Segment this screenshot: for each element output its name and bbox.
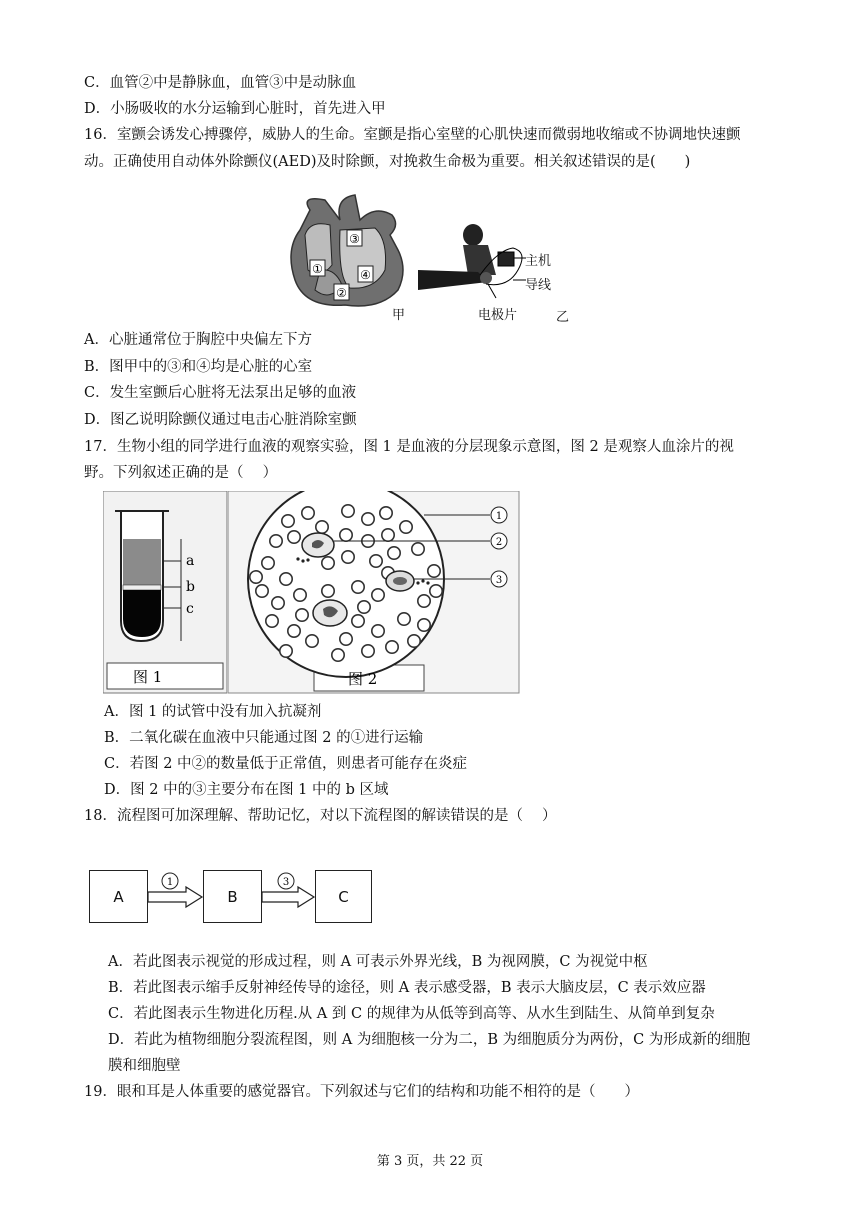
blood-smear-figure — [228, 491, 520, 694]
red-blood-cell — [340, 633, 352, 645]
red-blood-cell — [270, 535, 282, 547]
red-blood-cell — [302, 507, 314, 519]
red-blood-cell — [382, 529, 394, 541]
heart-label-1: ① — [312, 262, 323, 276]
q17-option-c: C．若图 2 中②的数量低于正常值，则患者可能存在炎症 — [104, 756, 468, 772]
q16-option-a: A．心脏通常位于胸腔中央偏左下方 — [84, 332, 312, 348]
aed-wire-label: 导线 — [525, 278, 552, 293]
red-blood-cell — [352, 615, 364, 627]
blood-layer-figure — [103, 491, 228, 694]
smear-label-3: 3 — [495, 575, 503, 586]
red-blood-cell — [316, 521, 328, 533]
q17-stem-line1: 17．生物小组的同学进行血液的观察实验，图 1 是血液的分层现象示意图，图 2 是观察人血涂片的视 — [84, 439, 734, 455]
red-blood-cell — [280, 645, 292, 657]
heart-label-3: ③ — [349, 232, 360, 246]
q18-option-b: B．若此图表示缩手反射神经传导的途径，则 A 表示感受器，B 表示大脑皮层，C 表示效应器 — [108, 980, 706, 996]
red-blood-cell — [430, 585, 442, 597]
q16-option-b: B．图甲中的③和④均是心脏的心室 — [84, 359, 313, 375]
red-blood-cell — [340, 529, 352, 541]
red-blood-cell — [332, 649, 344, 661]
q15-option-c: C．血管②中是静脉血，血管③中是动脉血 — [84, 75, 357, 91]
heart-diagram — [280, 190, 420, 320]
q17-option-b: B．二氧化碳在血液中只能通过图 2 的①进行运输 — [104, 730, 424, 746]
red-blood-cell — [388, 547, 400, 559]
red-blood-cell — [256, 585, 268, 597]
red-blood-cell — [342, 551, 354, 563]
red-blood-cell — [400, 521, 412, 533]
red-blood-cell — [272, 597, 284, 609]
aed-pad-label: 电极片 — [478, 308, 518, 323]
red-blood-cell — [358, 601, 370, 613]
figure-jia-label: 甲 — [392, 308, 406, 323]
q16-stem-line1: 16．室颤会诱发心搏骤停，威胁人的生命。室颤是指心室壁的心肌快速而微弱地收缩或不协调地快速颤 — [84, 127, 741, 143]
layer-label-a: a — [186, 553, 195, 569]
q18-option-c: C．若此图表示生物进化历程.从 A 到 C 的规律为从低等到高等、从水生到陆生、从简单到复杂 — [108, 1006, 715, 1022]
svg-text:1: 1 — [166, 877, 174, 888]
heart-label-2: ② — [336, 286, 347, 300]
flow-arrow-2 — [260, 870, 316, 920]
q17-option-d: D．图 2 中的③主要分布在图 1 中的 b 区域 — [104, 782, 389, 798]
red-blood-cell — [342, 505, 354, 517]
layer-label-b: b — [186, 579, 195, 595]
q18-option-a: A．若此图表示视觉的形成过程，则 A 可表示外界光线，B 为视网膜，C 为视觉中枢 — [108, 954, 648, 970]
q18-stem: 18．流程图可加深理解、帮助记忆，对以下流程图的解读错误的是（ ） — [84, 808, 557, 824]
red-blood-cell — [282, 515, 294, 527]
figure-2-caption: 图 2 — [348, 670, 378, 688]
red-blood-cell — [352, 581, 364, 593]
figure-1-caption: 图 1 — [133, 668, 163, 686]
red-blood-cell — [322, 585, 334, 597]
flow-box-c: C — [315, 870, 372, 923]
red-blood-cell — [322, 557, 334, 569]
red-blood-cell — [294, 589, 306, 601]
red-blood-cell — [306, 635, 318, 647]
figure-yi-label: 乙 — [556, 310, 570, 325]
red-blood-cell — [262, 557, 274, 569]
q16-option-c: C．发生室颤后心脏将无法泵出足够的血液 — [84, 385, 357, 401]
q18-option-d-line2: 膜和细胞壁 — [108, 1058, 181, 1074]
red-blood-cell — [372, 589, 384, 601]
red-blood-cell — [408, 635, 420, 647]
red-blood-cell — [296, 609, 308, 621]
heart-label-4: ④ — [360, 268, 371, 282]
red-blood-cell — [288, 531, 300, 543]
red-blood-cell — [386, 641, 398, 653]
q18-option-d-line1: D．若此为植物细胞分裂流程图，则 A 为细胞核一分为二，B 为细胞质分为两份，C 为形成新的细胞 — [108, 1032, 751, 1048]
svg-text:3: 3 — [282, 877, 290, 888]
red-blood-cell — [418, 595, 430, 607]
q17-option-a: A．图 1 的试管中没有加入抗凝剂 — [104, 704, 322, 720]
q16-stem-line2: 动。正确使用自动体外除颤仪(AED)及时除颤，对挽救生命极为重要。相关叙述错误的是( ) — [84, 154, 691, 170]
red-blood-cell — [398, 613, 410, 625]
smear-label-1: 1 — [495, 511, 503, 522]
red-blood-cell — [288, 625, 300, 637]
flow-arrow-1 — [146, 870, 204, 920]
page-footer: 第 3 页，共 22 页 — [376, 1154, 484, 1169]
red-blood-cell — [362, 645, 374, 657]
aed-host-label: 主机 — [525, 254, 552, 269]
red-blood-cell — [412, 543, 424, 555]
red-blood-cell — [370, 555, 382, 567]
red-blood-cell — [266, 615, 278, 627]
red-blood-cell — [280, 573, 292, 585]
flow-box-a: A — [89, 870, 148, 923]
red-blood-cell — [372, 625, 384, 637]
q15-option-d: D．小肠吸收的水分运输到心脏时，首先进入甲 — [84, 101, 386, 117]
q16-option-d: D．图乙说明除颤仪通过电击心脏消除室颤 — [84, 412, 357, 428]
smear-label-2: 2 — [495, 537, 503, 548]
flow-box-b: B — [203, 870, 262, 923]
red-blood-cell — [362, 513, 374, 525]
layer-label-c: c — [186, 601, 194, 617]
red-blood-cell — [428, 565, 440, 577]
red-blood-cell — [380, 507, 392, 519]
q19-stem: 19．眼和耳是人体重要的感觉器官。下列叙述与它们的结构和功能不相符的是（ ） — [84, 1084, 639, 1100]
red-blood-cell — [418, 619, 430, 631]
q17-stem-line2: 野。下列叙述正确的是（ ） — [84, 465, 278, 481]
red-blood-cell — [250, 571, 262, 583]
